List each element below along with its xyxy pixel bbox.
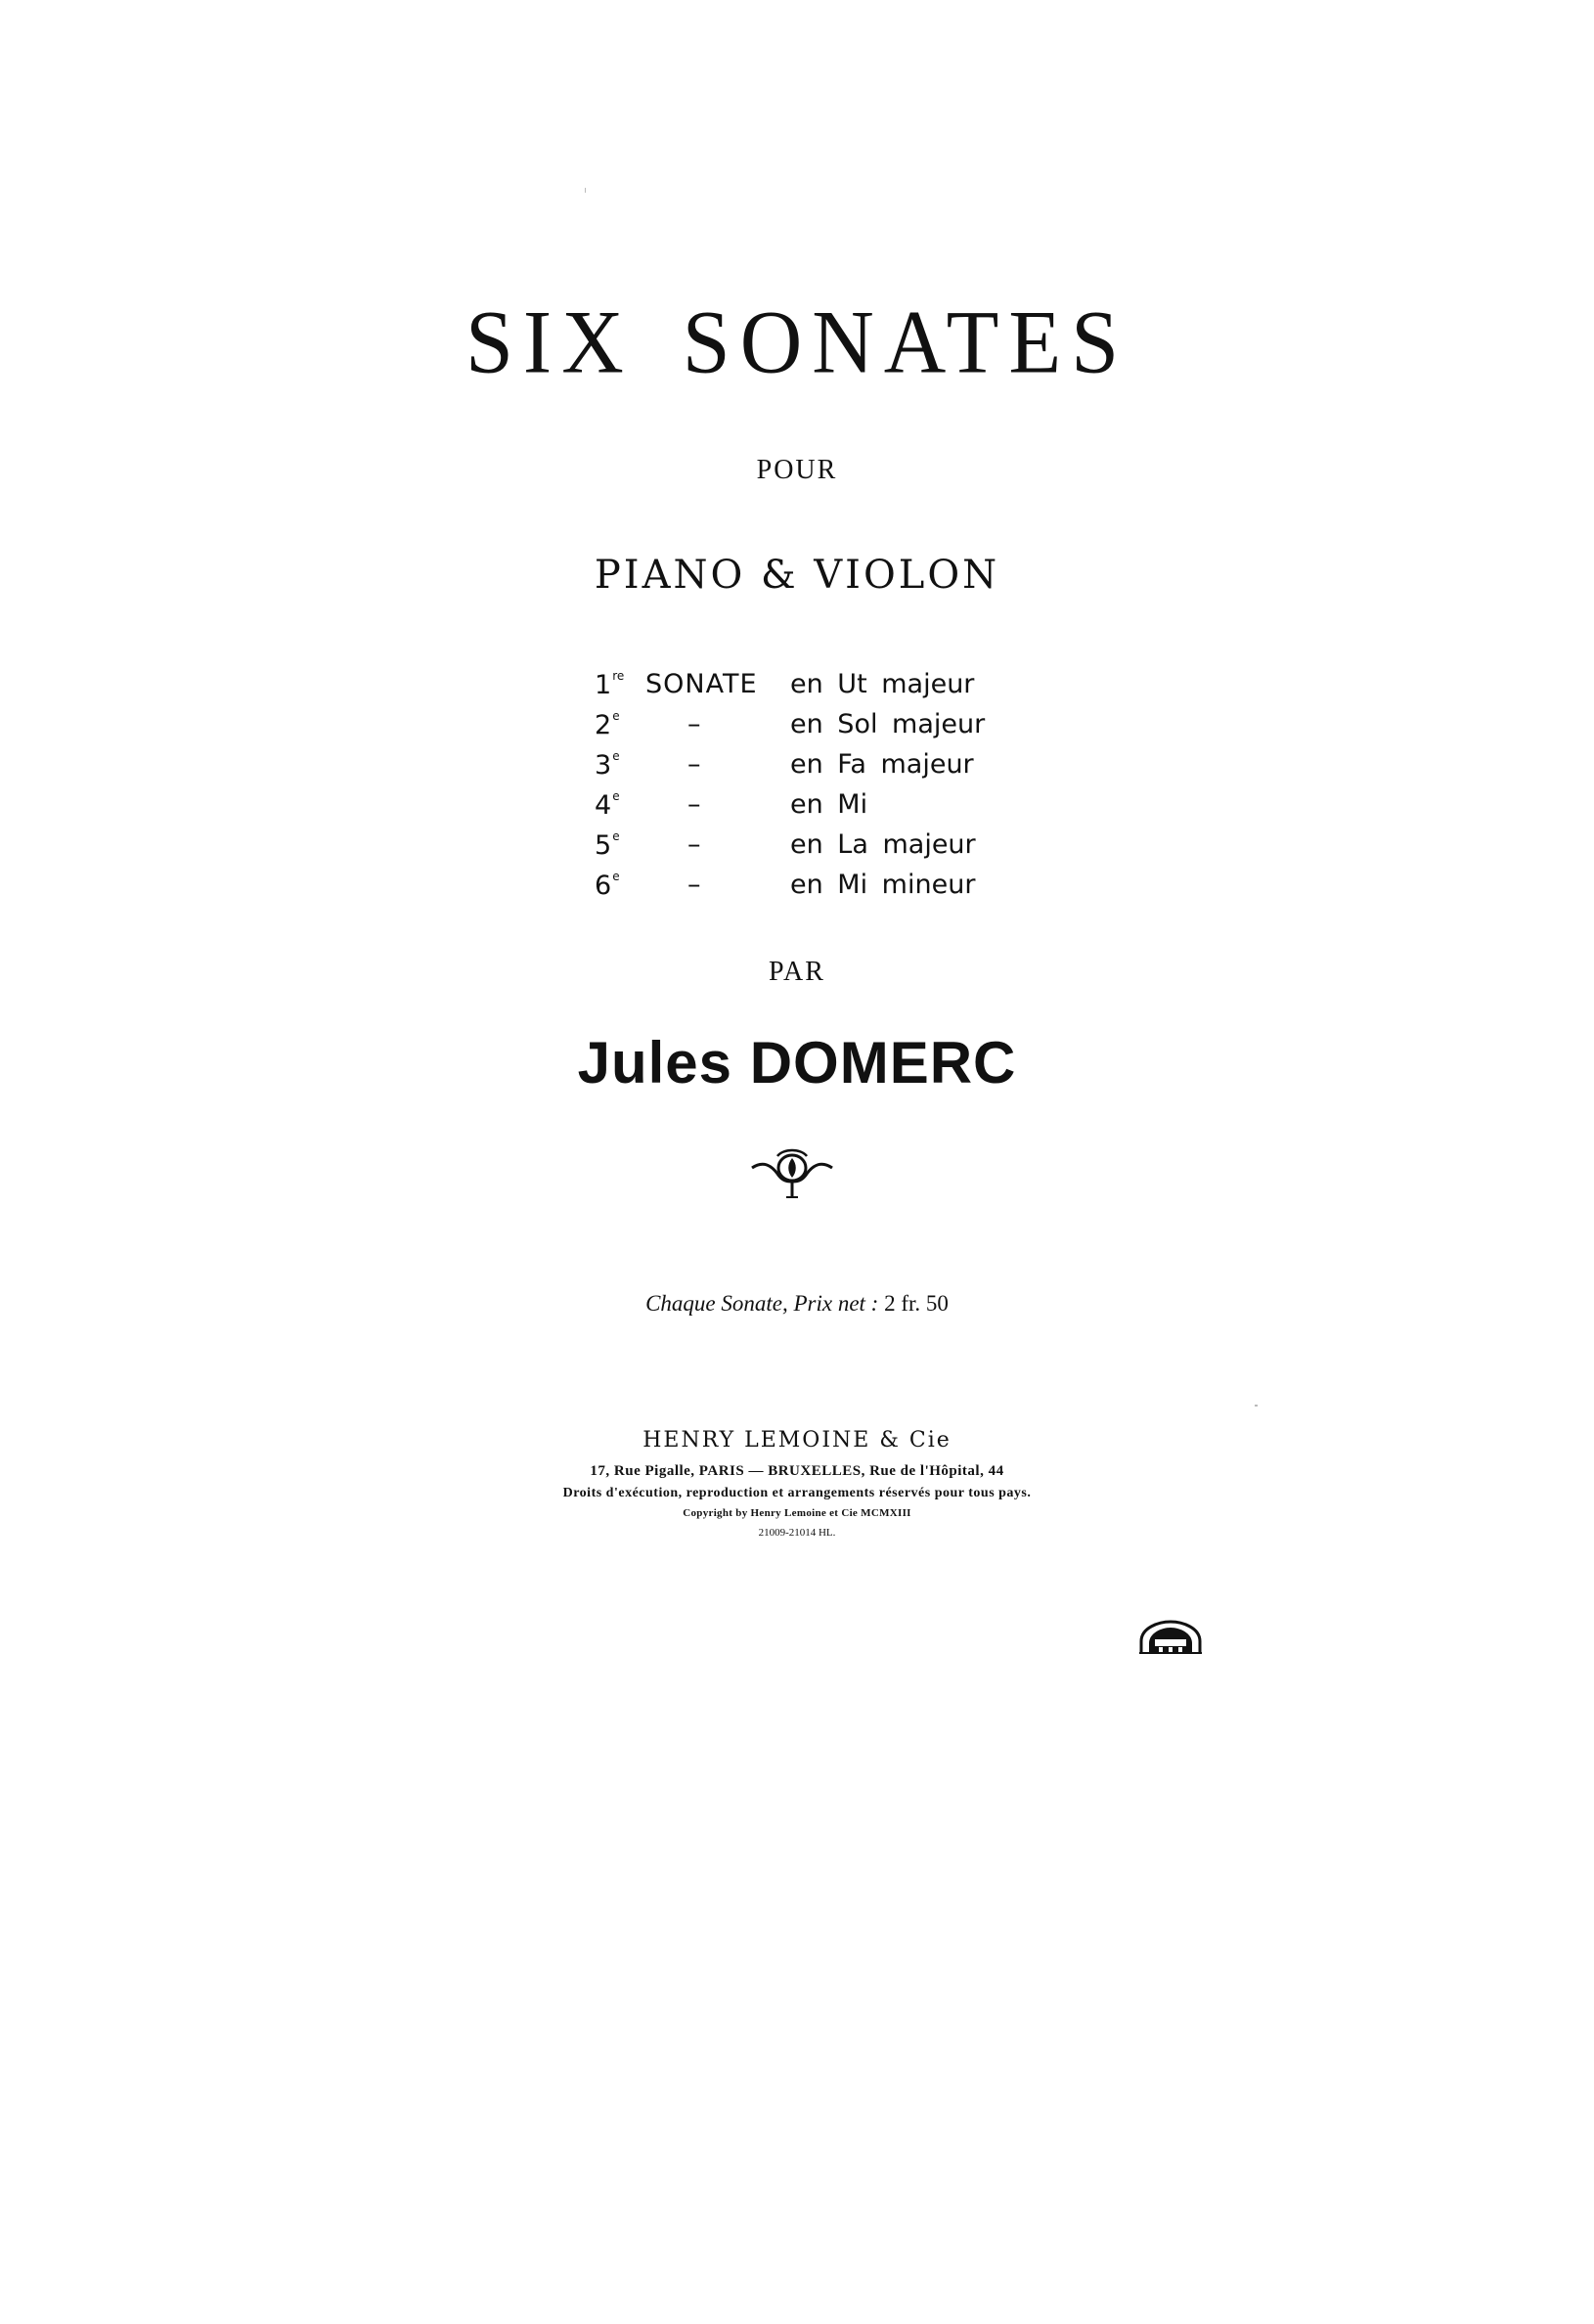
sonata-kind: – [687,709,702,739]
floral-ornament-icon [748,1144,836,1203]
rights-notice: Droits d'exécution, reproduction et arrangements réservés pour tous pays. [562,1486,1032,1500]
sonata-ordinal: e [612,709,620,723]
copyright-notice: Copyright by Henry Lemoine et Cie MCMXIII [683,1507,911,1519]
par-label: PAR [769,957,825,987]
page-title [0,290,1594,394]
price-label: Chaque Sonate, Prix net : [645,1291,879,1316]
sonata-kind: – [687,870,702,900]
sonata-key: en Ut majeur [790,669,975,699]
sonata-key: en Mi mineur [790,870,976,900]
sonata-key: en Mi [790,789,868,820]
sonata-number: 3 [595,750,612,781]
sonata-kind: – [687,749,702,780]
sonata-number: 1 [595,670,612,700]
title-word-1: SIX [465,292,634,393]
price-line [0,1291,1594,1317]
sonata-ordinal: e [612,829,620,843]
price-value: 2 fr. 50 [884,1291,949,1316]
composer-name: Jules DOMERC [577,1030,1017,1095]
print-speck [585,188,586,193]
sonata-kind: – [687,789,702,820]
title-word-2: SONATES [682,292,1129,393]
pour-label: POUR [756,455,838,485]
sonata-key: en La majeur [790,829,976,860]
sonata-number: 2 [595,710,612,740]
sonata-ordinal: e [612,749,620,763]
sonata-ordinal: e [612,789,620,803]
sonata-key: en Fa majeur [790,749,974,780]
publisher-address: 17, Rue Pigalle, PARIS — BRUXELLES, Rue de l'Hôpital, 44 [590,1463,1004,1479]
publisher-emblem-icon [1137,1620,1204,1655]
plate-number: 21009-21014 HL. [758,1527,836,1539]
print-speck [1255,1405,1258,1407]
sonata-number: 6 [595,871,612,901]
sonata-kind: SONATE [645,669,758,699]
instrumentation: PIANO & VIOLON [594,553,1000,598]
sonata-number: 4 [595,790,612,821]
sonata-number: 5 [595,830,612,861]
sonata-ordinal: e [612,870,620,883]
publisher-name: HENRY LEMOINE & Cie [642,1428,952,1452]
sonata-ordinal: re [612,669,625,683]
sonata-key: en Sol majeur [790,709,986,739]
sonata-kind: – [687,829,702,860]
